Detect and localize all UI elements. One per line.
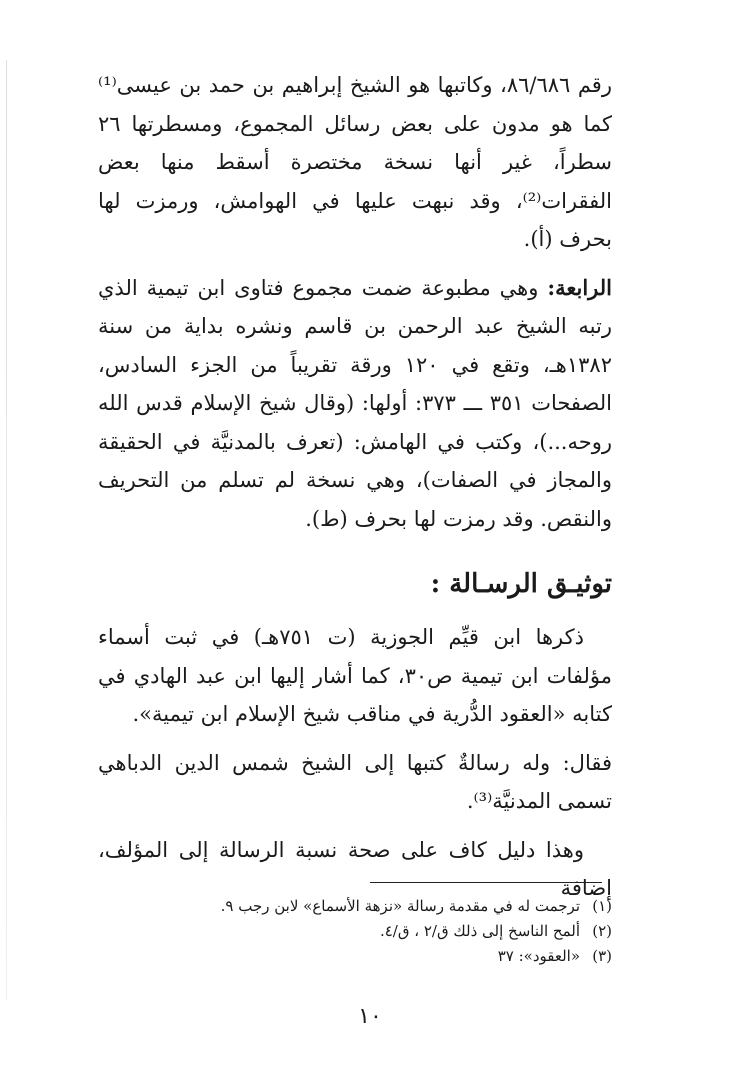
page-body bbox=[98, 66, 612, 918]
paragraph-5: وهذا دليل كاف على صحة نسبة الرسالة إلى المؤلف، إضافة bbox=[98, 837, 612, 900]
footnote-number: (٣) bbox=[592, 947, 612, 965]
footnote-item bbox=[98, 944, 612, 969]
section-title: توثيـق الرسـالة : bbox=[430, 569, 612, 599]
footnote-divider bbox=[370, 882, 602, 883]
paragraph-2 bbox=[98, 269, 612, 539]
footnote-text: ألمح الناسخ إلى ذلك ق/٢ ، ق/٤. bbox=[379, 922, 580, 940]
footnote-item bbox=[98, 894, 612, 919]
paragraph-2-text: وهي مطبوعة ضمت مجموع فتاوى ابن تيمية الذي رتبه الشيخ عبد الرحمن بن قاسم ونشره بداية من سنة ١٣٨٢هـ، وتقع في ١٢٠ ورقة تقريباً من الجزء السادس، الصفحات ٣٥١ ـــ ٣٧٣: أولها: (وقال شيخ الإسلام قدس الله روحه...)، وكتب في الهامش: (تعرف بالمدنيَّة في الحقيقة والمجاز في الصفات)، وهي نسخة لم تسلم من التحريف والنقص. وقد رمزت لها بحرف (ط). bbox=[98, 275, 613, 531]
page-number: ١٠ bbox=[358, 1004, 382, 1029]
footnote-text: ترجمت له في مقدمة رسالة «نزهة الأسماع» لابن رجب ٩. bbox=[220, 897, 580, 915]
footnote-text: «العقود»: ٣٧ bbox=[497, 947, 580, 965]
paragraph-4: فقال: وله رسالةٌ كتبها إلى الشيخ شمس الدين الدباهي تسمى المدنيَّة⁽³⁾. bbox=[98, 750, 612, 813]
footnote-number: (٢) bbox=[592, 922, 612, 940]
footnote-number: (١) bbox=[592, 897, 612, 915]
page-edge bbox=[6, 60, 7, 1000]
paragraph-2-lead: الرابعة: bbox=[547, 274, 612, 300]
paragraph-3: ذكرها ابن قيِّم الجوزية (ت ٧٥١هـ) في ثبت أسماء مؤلفات ابن تيمية ص٣٠، كما أشار إليها ابن عبد الهادي في كتابه «العقود الدُّرية في مناقب شيخ الإسلام ابن تيمية». bbox=[98, 625, 612, 726]
paragraph-1: رقم ٨٦/٦٨٦، وكاتبها هو الشيخ إبراهيم بن حمد بن عيسى⁽¹⁾ كما هو مدون على بعض رسائل المجموع، ومسطرتها ٢٦ سطراً، غير أنها نسخة مختصرة أسقط منها بعض الفقرات⁽²⁾، وقد نبهت عليها في الهوامش، ورمزت لها بحرف (أ). bbox=[98, 73, 612, 251]
footnotes bbox=[98, 894, 612, 969]
footnote-item bbox=[98, 919, 612, 944]
